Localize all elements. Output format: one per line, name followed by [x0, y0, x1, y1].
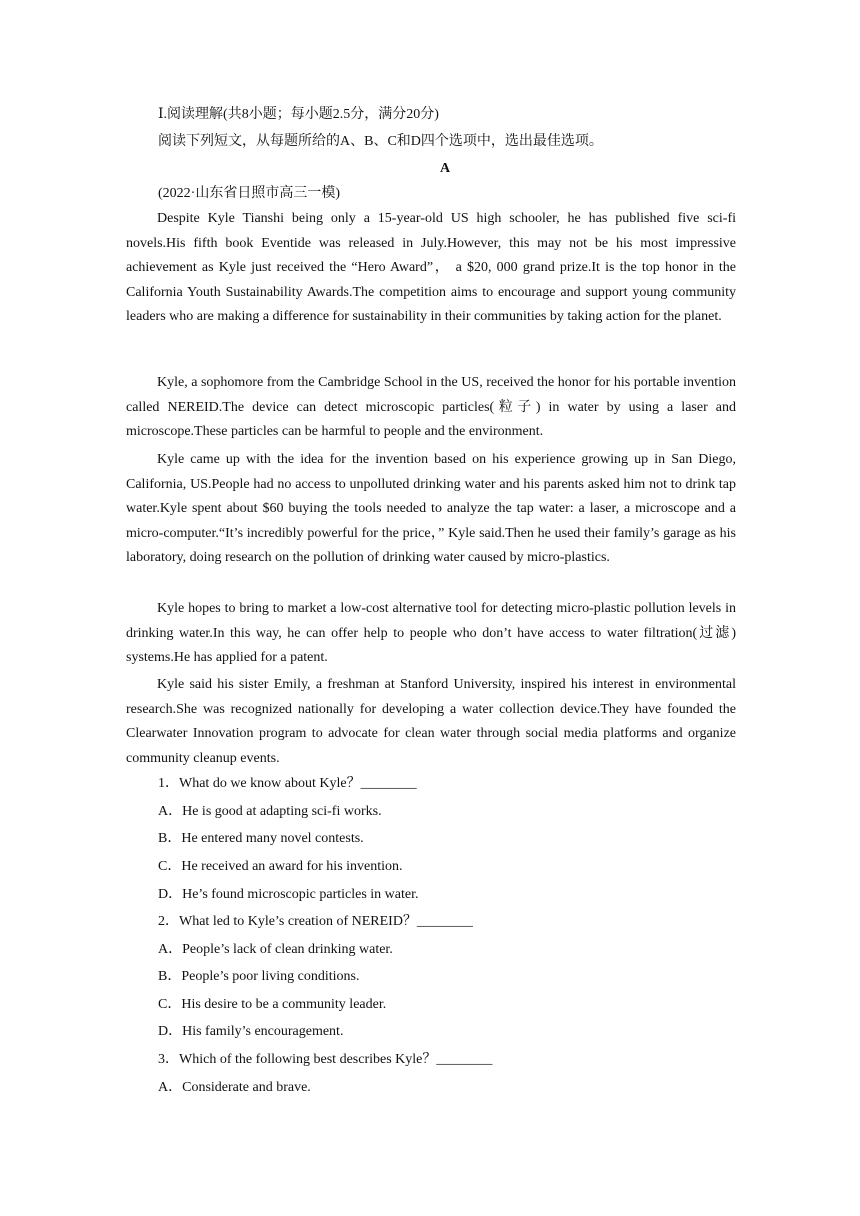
passage-label: A	[439, 161, 451, 176]
question-option: C．He received an award for his invention.	[158, 859, 403, 874]
passage-paragraph-3: Kyle came up with the idea for the invention based on his experience growing up in San Diego, California, US.People had no access to unpolluted drinking water and his parents asked him not to drink tap water.Kyle spent about $60 buying the tools needed to analyze the tap water: a laser, a microscope and a micro-computer.“It’s incredibly powerful for the price，” Kyle said.Then he used their family’s garage as his laboratory, doing research on the pollution of drinking water caused by micro-plastics.	[126, 452, 736, 565]
question-option: A．Considerate and brave.	[158, 1080, 311, 1095]
question-option: D．He’s found microscopic particles in water.	[158, 887, 419, 902]
question-option: A．People’s lack of clean drinking water.	[158, 942, 393, 957]
question-option: B．He entered many novel contests.	[158, 831, 364, 846]
question-option: C．His desire to be a community leader.	[158, 997, 387, 1012]
question-option: A．He is good at adapting sci-fi works.	[158, 804, 382, 819]
question-option: D．His family’s encouragement.	[158, 1024, 344, 1039]
question-option: B．People’s poor living conditions.	[158, 969, 360, 984]
passage-source: (2022·山东省日照市高三一模)	[158, 186, 340, 201]
passage-paragraph-5: Kyle said his sister Emily, a freshman at Stanford University, inspired his interest in environmental research.She was recognized nationally for developing a water collection device.They have founded the Clearwater Innovation program to advocate for clean water through social media platforms and organize community cleanup events.	[126, 677, 736, 766]
question-stem: 2．What led to Kyle’s creation of NEREID？________	[158, 914, 473, 929]
section-header: Ⅰ.阅读理解(共8小题；每小题2.5分，满分20分)	[158, 107, 439, 122]
passage-paragraph-4: Kyle hopes to bring to market a low-cost alternative tool for detecting micro-plastic pollution levels in drinking water.In this way, he can offer help to people who don’t have access to water filtration(过滤) systems.He has applied for a patent.	[126, 601, 736, 665]
instructions: 阅读下列短文，从每题所给的A、B、C和D四个选项中，选出最佳选项。	[158, 134, 603, 149]
question-stem: 3．Which of the following best describes Kyle？________	[158, 1052, 493, 1067]
passage-paragraph-1: Despite Kyle Tianshi being only a 15-year-old US high schooler, he has published five sci-fi novels.His fifth book Eventide was released in July.However, this may not be his most impressive achievement as Kyle just received the “Hero Award”， a $20, 000 grand prize.It is the top honor in the California Youth Sustainability Awards.The competition aims to encourage and support young community leaders who are making a difference for sustainability in their communities by taking action for the planet.	[126, 211, 736, 324]
passage-paragraph-2: Kyle, a sophomore from the Cambridge School in the US, received the honor for his portable invention called NEREID.The device can detect microscopic particles(粒子) in water by using a laser and microscope.These particles can be harmful to people and the environment.	[126, 375, 736, 439]
question-stem: 1．What do we know about Kyle？________	[158, 776, 417, 791]
